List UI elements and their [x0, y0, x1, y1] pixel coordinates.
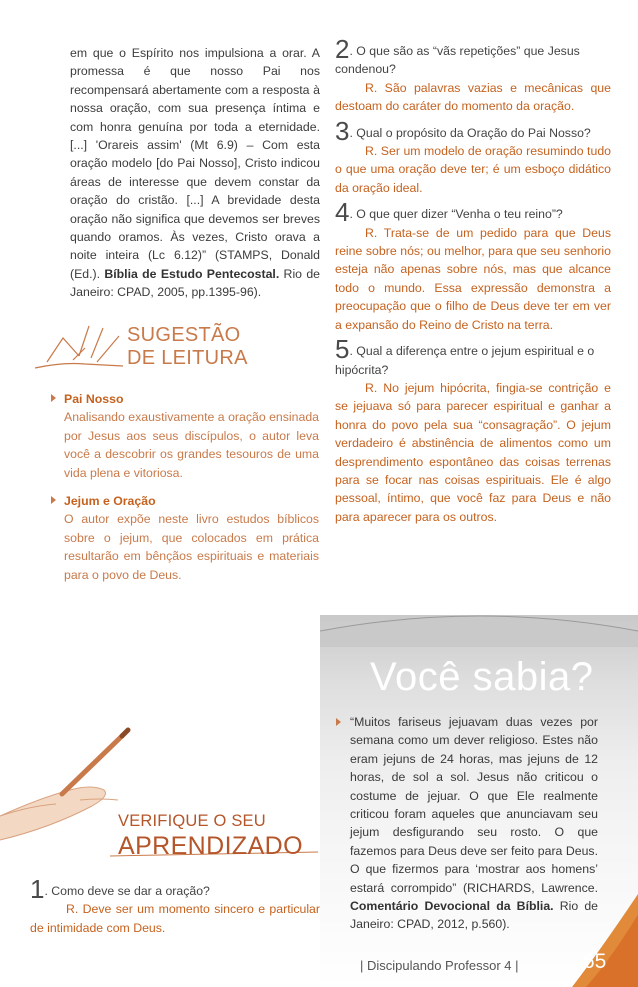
quote-text: em que o Espírito nos impulsiona a orar. A promessa é que nosso Pai nos recompensará abertamente com a resposta à nossa oração, com sua presença íntima e com honra genuína por toda a eternidade. [...] 'Orareis assim' (Mt 6.9) – Com esta oração modelo [do Pai Nosso], Cristo indicou áreas de interesse que devem constar da oração do cristão. [...] A brevidade desta oração não significa que devemos ser breves quando oramos. Às vezes, Cristo orava a noite inteira (Lc 6.12)” (STAMPS, Donald (Ed.).	[70, 46, 320, 281]
did-you-know-source-title: Comentário Devocional da Bíblia.	[350, 899, 554, 914]
decorative-curve	[320, 607, 638, 647]
question-text: . Como deve se dar a oração?	[44, 884, 210, 898]
book-list	[51, 390, 319, 594]
verify-learning-header	[0, 720, 320, 870]
question-number: 1	[30, 874, 45, 904]
answer-text: R. Ser um modelo de oração resumindo tudo o que uma oração deve ter; é um esboço didático da oração ideal.	[335, 144, 611, 195]
question-number: 2	[335, 34, 350, 64]
question-text: . Qual a diferença entre o jejum espiritual e o hipócrita?	[335, 344, 595, 377]
question-text: . O que quer dizer “Venha o teu reino”?	[349, 207, 563, 222]
question-2	[335, 34, 611, 116]
quote-text-end: Rio de Janeiro: CPAD, 2005, pp.1395-96).	[70, 266, 320, 300]
quote-paragraph	[70, 44, 320, 302]
book-description: O autor expõe neste livro estudos bíblicos sobre o jejum, que colocados em prática resultarão em bênçãos espirituais e materiais para o povo de Deus.	[64, 512, 319, 582]
book-title: Pai Nosso	[64, 392, 124, 406]
bullet-arrow-icon	[336, 718, 341, 726]
reading-suggestion-header	[33, 318, 333, 376]
reading-suggestion-title-2: DE LEITURA	[127, 347, 248, 369]
quote-source-title: Bíblia de Estudo Pentecostal.	[104, 266, 280, 281]
page-number: 65	[583, 950, 607, 973]
did-you-know-title: Você sabia?	[370, 655, 594, 699]
question-number: 4	[335, 197, 350, 228]
did-you-know-text	[350, 713, 598, 934]
bullet-arrow-icon	[51, 496, 56, 504]
question-4	[335, 197, 611, 334]
answer-text: R. No jejum hipócrita, fingia-se contrição e se jejuava só para parecer espiritual e ganhar a honra do povo pela sua “consagração”. O jejum verdadeiro é abstinência de alimentos como um desprendimento espontâneo das coisas terrenas para se focar nas coisas espirituais. Ele é algo pessoal, íntimo, que você faz para Deus e não para aparecer para os outros.	[335, 380, 611, 524]
question-3	[335, 115, 611, 198]
answer-text: R. Trata-se de um pedido para que Deus reine sobre nós; ou melhor, para que seu senhorio esteja não apenas sobre nós, mas que alcance todo o mundo. Essa expressão demonstra a preocupação que o filho de Deus deve ter em ver a expansão do Reino de Cristo na terra.	[335, 225, 611, 332]
verify-title-2: APRENDIZADO	[118, 832, 303, 860]
question-text: . O que são as “vãs repetições” que Jesus condenou?	[335, 44, 580, 77]
bullet-arrow-icon	[51, 394, 56, 402]
question-number: 5	[335, 334, 350, 365]
question-1	[30, 874, 320, 937]
reading-suggestion-title-1: SUGESTÃO	[127, 324, 241, 346]
book-item	[51, 390, 319, 482]
verify-title-1: VERIFIQUE O SEU	[118, 812, 266, 830]
book-title: Jejum e Oração	[64, 494, 156, 509]
did-you-know-source-end: Rio de Janeiro: CPAD, 2012, p.560).	[350, 899, 598, 932]
did-you-know-quote: “Muitos fariseus jejuavam duas vezes por semana como um dever religioso. Estes não eram jejuns de 24 horas, mas jejuns de 12 horas, de sol a sol. Jesus não criticou o costume de jejuar. O que Ele realmente criticou foram aqueles que anunciavam seu jejum desfigurando seu rosto. O que fazemos para Deus deve ser feito para Deus. O que fizermos para ‘mostrar aos homens’ estará corrompido” (RICHARDS, Lawrence.	[350, 715, 598, 895]
book-description: Analisando exaustivamente a oração ensinada por Jesus aos seus discípulos, o autor leva você a descobrir os grandes tesouros de uma vida plena e vitoriosa.	[64, 410, 319, 480]
question-number: 3	[335, 115, 350, 146]
question-list	[335, 34, 611, 532]
answer-text: R. São palavras vazias e mecânicas que destoam do caráter do momento da oração.	[335, 80, 611, 114]
book-lines-icon	[33, 318, 133, 376]
question-text: . Qual o propósito da Oração do Pai Nosso?	[349, 125, 591, 140]
answer-text: R. Deve ser um momento sincero e particular de intimidade com Deus.	[30, 902, 320, 935]
book-item	[51, 492, 319, 584]
footer-title: | Discipulando Professor 4 |	[360, 958, 519, 973]
question-5	[335, 334, 611, 526]
